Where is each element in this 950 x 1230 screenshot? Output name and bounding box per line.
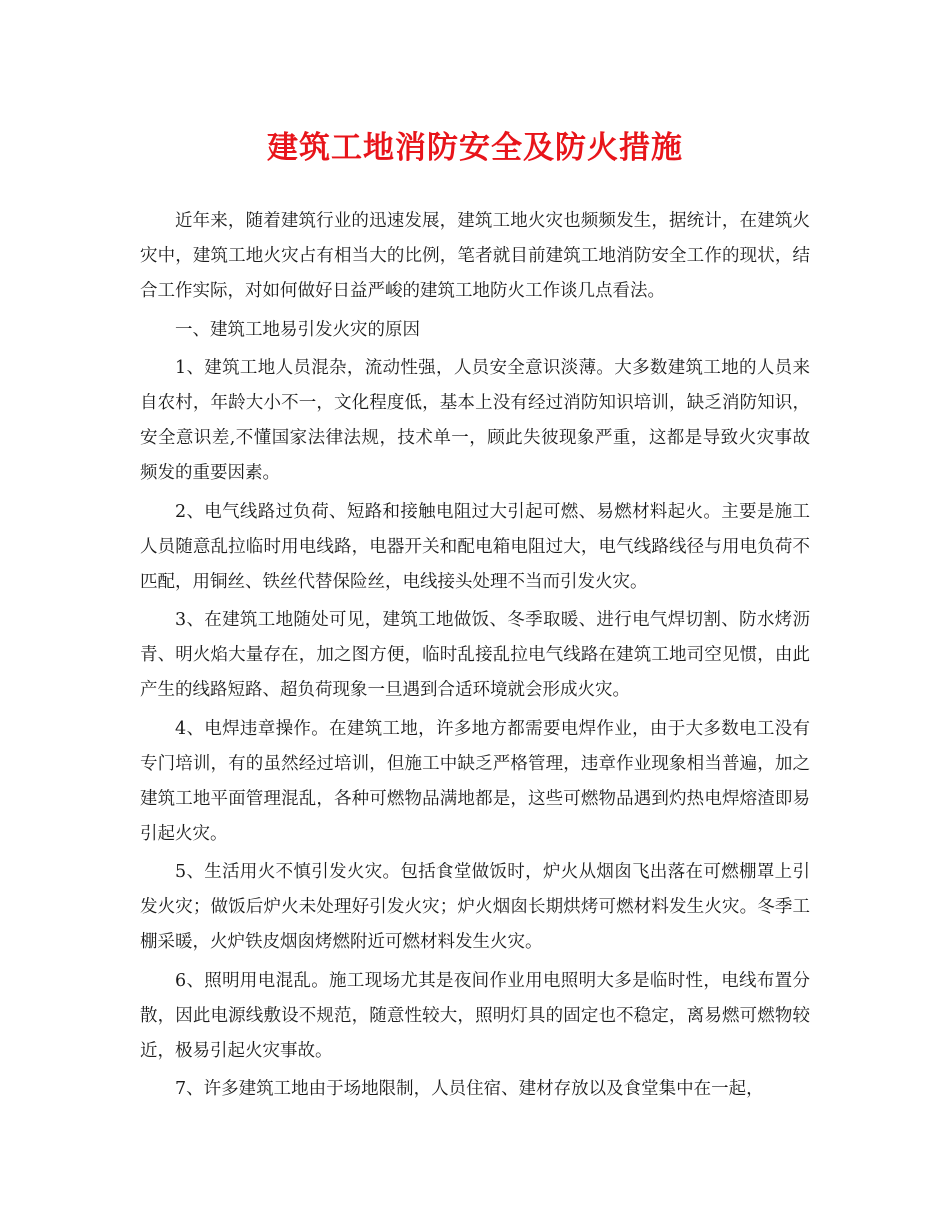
document-body [140,204,810,1111]
paragraph-1: 1、建筑工地人员混杂，流动性强，人员安全意识淡薄。大多数建筑工地的人员来自农村，年龄大小不一，文化程度低，基本上没有经过消防知识培训，缺乏消防知识，安全意识差,不懂国家法律法规，技术单一，顾此失彼现象严重，这都是导致火灾事故频发的重要因素。 [140,358,810,483]
intro-paragraph: 近年来，随着建筑行业的迅速发展，建筑工地火灾也频频发生，据统计，在建筑火灾中，建筑工地火灾占有相当大的比例，笔者就目前建筑工地消防安全工作的现状，结合工作实际，对如何做好日益严峻的建筑工地防火工作谈几点看法。 [140,211,810,301]
paragraph-5: 5、生活用火不慎引发火灾。包括食堂做饭时，炉火从烟囱飞出落在可燃棚罩上引发火灾；做饭后炉火未处理好引发火灾；炉火烟囱长期烘烤可燃材料发生火灾。冬季工棚采暖，火炉铁皮烟囱烤燃附近可燃材料发生火灾。 [140,862,810,952]
paragraph-6: 6、照明用电混乱。施工现场尤其是夜间作业用电照明大多是临时性，电线布置分散，因此电源线敷设不规范，随意性较大，照明灯具的固定也不稳定，离易燃可燃物较近，极易引起火灾事故。 [140,970,810,1061]
paragraph-7: 7、许多建筑工地由于场地限制，人员住宿、建材存放以及食堂集中在一起， [175,1079,764,1099]
section-heading: 一、建筑工地易引发火灾的原因 [175,319,420,340]
paragraph-3: 3、在建筑工地随处可见，建筑工地做饭、冬季取暖、进行电气焊切割、防水烤沥青、明火焰大量存在，加之图方便，临时乱接乱拉电气线路在建筑工地司空见惯，由此产生的线路短路、超负荷现象一旦遇到合适环境就会形成火灾。 [140,610,810,700]
paragraph-4: 4、电焊违章操作。在建筑工地，许多地方都需要电焊作业，由于大多数电工没有专门培训，有的虽然经过培训，但施工中缺乏严格管理，违章作业现象相当普遍，加之建筑工地平面管理混乱，各种可燃物品满地都是，这些可燃物品遇到灼热电焊熔渣即易引起火灾。 [140,718,810,844]
document-title: 建筑工地消防安全及防火措施 [267,130,683,166]
paragraph-2: 2、电气线路过负荷、短路和接触电阻过大引起可燃、易燃材料起火。主要是施工人员随意乱拉临时用电线路，电器开关和配电箱电阻过大，电气线路线径与用电负荷不匹配，用铜丝、铁丝代替保险丝，电线接头处理不当而引发火灾。 [140,501,810,592]
